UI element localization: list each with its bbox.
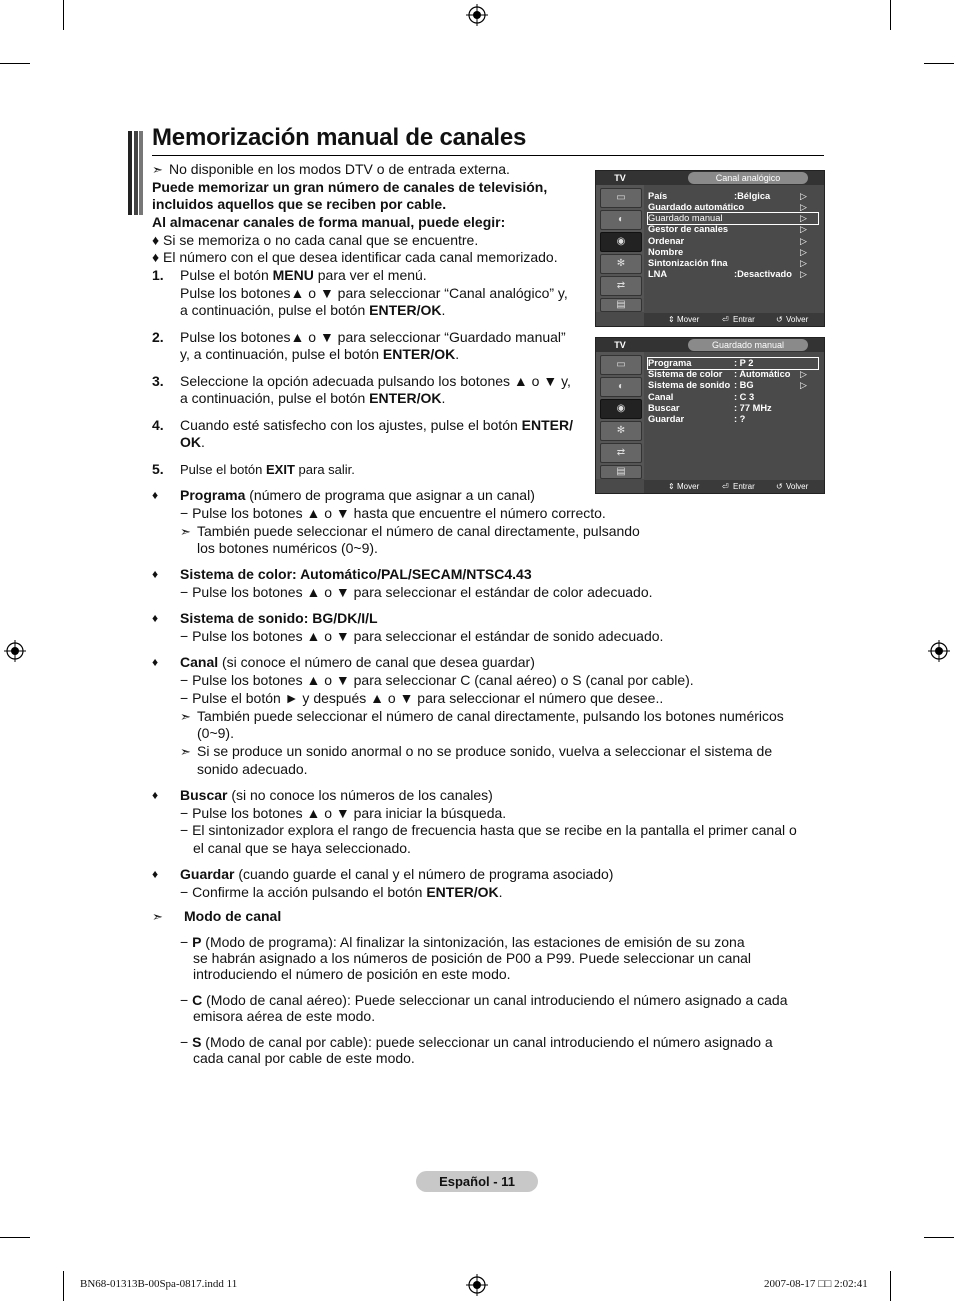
step-4-line-1: Cuando esté satisfecho con los ajustes, pulse el botón ENTER/ bbox=[180, 417, 574, 433]
arrow-right-icon: ▷ bbox=[800, 369, 807, 379]
option-guardar: Guardar (cuando guarde el canal y el número de programa asociado) bbox=[180, 866, 614, 882]
menu-row-guardar[interactable]: Guardar : ? bbox=[648, 414, 746, 424]
menu-row-canal[interactable]: Canal : C 3 bbox=[648, 392, 755, 402]
application-icon[interactable]: ▤ bbox=[600, 465, 642, 479]
option-canal-note-2-cont: sonido adecuado. bbox=[197, 761, 308, 777]
menu-header: Canal analógico bbox=[688, 172, 808, 184]
tv-menu-canal-analogico bbox=[595, 170, 825, 327]
menu-row-buscar[interactable]: Buscar : 77 MHz bbox=[648, 403, 772, 413]
return-icon: ↺ bbox=[776, 482, 783, 491]
move-icon: ⇕ bbox=[668, 482, 675, 491]
step-1-line-2: Pulse los botones▲ o ▼ para seleccionar “Canal analógico” y, bbox=[180, 285, 568, 301]
menu-sidebar bbox=[596, 352, 644, 479]
title-decoration-bar bbox=[128, 131, 143, 215]
option-buscar-desc-2-cont: el canal que se haya seleccionado. bbox=[193, 840, 411, 856]
option-buscar-desc-2: − El sintonizador explora el rango de frecuencia hasta que se recibe en la pantalla el primer canal o bbox=[180, 822, 797, 838]
picture-icon[interactable]: ▭ bbox=[600, 355, 642, 375]
crop-mark bbox=[0, 63, 30, 64]
step-1-line-3: a continuación, pulse el botón ENTER/OK. bbox=[180, 302, 446, 318]
sound-icon[interactable]: ◐ bbox=[600, 210, 642, 230]
option-color: Sistema de color: Automático/PAL/SECAM/NTSC4.43 bbox=[180, 566, 532, 582]
input-icon[interactable]: ⇄ bbox=[600, 443, 642, 463]
option-buscar: Buscar (si no conoce los números de los canales) bbox=[180, 787, 493, 803]
menu-footer: ⇕ Mover ⏎ Entrar ↺ Volver bbox=[644, 480, 824, 493]
imprint-file: BN68-01313B-00Spa-0817.indd 11 bbox=[80, 1278, 238, 1290]
tv-menu-guardado-manual bbox=[595, 337, 825, 494]
option-color-desc: − Pulse los botones ▲ o ▼ para seleccionar el estándar de color adecuado. bbox=[180, 584, 653, 600]
step-number: 2. bbox=[152, 329, 164, 345]
registration-mark-icon bbox=[4, 640, 26, 662]
return-icon: ↺ bbox=[776, 315, 783, 324]
arrow-right-icon: ▷ bbox=[800, 269, 807, 279]
crop-mark bbox=[63, 1271, 64, 1301]
note-arrow-icon: ➣ bbox=[180, 709, 191, 724]
bullet-diamond-icon: ♦ bbox=[152, 788, 159, 802]
intro-bold-3: Al almacenar canales de forma manual, puede elegir: bbox=[152, 214, 506, 230]
menu-footer: ⇕ Mover ⏎ Entrar ↺ Volver bbox=[644, 313, 824, 326]
note-arrow-icon: ➣ bbox=[152, 162, 163, 177]
option-sonido-desc: − Pulse los botones ▲ o ▼ para seleccionar el estándar de sonido adecuado. bbox=[180, 628, 664, 644]
modo-s-line-1: − S (Modo de canal por cable): puede seleccionar un canal introduciendo el número asignado a bbox=[180, 1034, 773, 1050]
modo-p-line-2: se habrán asignado a los números de posición de P00 a P99. Puede seleccionar un canal bbox=[193, 950, 752, 966]
menu-tab-tv: TV bbox=[614, 173, 626, 183]
option-programa: Programa (número de programa que asignar a un canal) bbox=[180, 487, 535, 503]
option-sonido: Sistema de sonido: BG/DK/I/L bbox=[180, 610, 378, 626]
step-number: 3. bbox=[152, 373, 164, 389]
step-1-line-1: Pulse el botón MENU para ver el menú. bbox=[180, 267, 427, 283]
modo-c-line-2: emisora aérea de este modo. bbox=[193, 1008, 376, 1024]
option-programa-desc: − Pulse los botones ▲ o ▼ hasta que encuentre el número correcto. bbox=[180, 505, 606, 521]
step-5-line-1: Pulse el botón EXIT para salir. bbox=[180, 462, 355, 477]
modo-heading: ➣ Modo de canal bbox=[152, 908, 282, 924]
step-3-line-1: Seleccione la opción adecuada pulsando los botones ▲ o ▼ y, bbox=[180, 373, 571, 389]
modo-s-line-2: cada canal por cable de este modo. bbox=[193, 1050, 415, 1066]
menu-tab-tv: TV bbox=[614, 340, 626, 350]
option-canal-desc-1: − Pulse los botones ▲ o ▼ para seleccionar C (canal aéreo) o S (canal por cable). bbox=[180, 672, 694, 688]
modo-p-line-3: introduciendo el número de posición en este modo. bbox=[193, 966, 511, 982]
modo-c-line-1: − C (Modo de canal aéreo): Puede seleccionar un canal introduciendo el número asignado a cada bbox=[180, 992, 788, 1008]
crop-mark bbox=[924, 63, 954, 64]
bullet-diamond-icon: ♦ bbox=[152, 655, 159, 669]
arrow-right-icon: ▷ bbox=[800, 247, 807, 257]
option-canal-note-1: ➣ También puede seleccionar el número de canal directamente, pulsando los botones numéricos bbox=[180, 708, 784, 724]
intro-item-1: ♦ Si se memoriza o no cada canal que se encuentre. bbox=[152, 232, 479, 248]
menu-sidebar bbox=[596, 185, 644, 312]
option-canal-note-1-cont: (0~9). bbox=[197, 725, 234, 741]
menu-row-sistema-sonido[interactable]: Sistema de sonido : BG ▷ bbox=[648, 380, 807, 390]
menu-row-gestor-canales[interactable]: Gestor de canales ▷ bbox=[648, 224, 807, 234]
option-programa-note-cont: los botones numéricos (0~9). bbox=[197, 540, 378, 556]
arrow-right-icon: ▷ bbox=[800, 202, 807, 212]
application-icon[interactable]: ▤ bbox=[600, 298, 642, 312]
menu-tabbar bbox=[596, 171, 824, 185]
bullet-diamond-icon: ♦ bbox=[152, 567, 159, 581]
menu-header: Guardado manual bbox=[688, 339, 808, 351]
arrow-right-icon: ▷ bbox=[800, 236, 807, 246]
menu-row-lna[interactable]: LNA :Desactivado ▷ bbox=[648, 269, 807, 279]
menu-row-programa[interactable]: Programa : P 2 bbox=[648, 358, 818, 369]
title-rule bbox=[152, 155, 824, 156]
modo-p-line-1: − P (Modo de programa): Al finalizar la sintonización, las estaciones de emisión de su zona bbox=[180, 934, 745, 950]
arrow-right-icon: ▷ bbox=[800, 224, 807, 234]
channel-icon[interactable]: ◉ bbox=[600, 232, 642, 252]
setup-icon[interactable]: ✻ bbox=[600, 421, 642, 441]
crop-mark bbox=[63, 0, 64, 30]
registration-mark-icon bbox=[466, 4, 488, 26]
registration-mark-icon bbox=[928, 640, 950, 662]
sound-icon[interactable]: ◐ bbox=[600, 377, 642, 397]
menu-row-sistema-color[interactable]: Sistema de color : Automático ▷ bbox=[648, 369, 807, 379]
input-icon[interactable]: ⇄ bbox=[600, 276, 642, 296]
intro-note: ➣ No disponible en los modos DTV o de entrada externa. bbox=[152, 161, 510, 177]
imprint-date: 2007-08-17 □□ 2:02:41 bbox=[764, 1278, 868, 1290]
crop-mark bbox=[0, 1237, 30, 1238]
arrow-right-icon: ▷ bbox=[800, 191, 807, 201]
menu-row-sintonizacion-fina[interactable]: Sintonización fina ▷ bbox=[648, 258, 807, 268]
option-buscar-desc-1: − Pulse los botones ▲ o ▼ para iniciar la búsqueda. bbox=[180, 805, 507, 821]
step-2-line-1: Pulse los botones▲ o ▼ para seleccionar “Guardado manual” bbox=[180, 329, 566, 345]
channel-icon[interactable]: ◉ bbox=[600, 399, 642, 419]
step-number: 4. bbox=[152, 417, 164, 433]
step-4-line-2: OK. bbox=[180, 434, 205, 450]
option-canal-desc-2: − Pulse el botón ► y después ▲ o ▼ para seleccionar el número que desee.. bbox=[180, 690, 664, 706]
registration-mark-icon bbox=[466, 1274, 488, 1296]
page-title: Memorización manual de canales bbox=[152, 124, 527, 151]
option-canal: Canal (si conoce el número de canal que desea guardar) bbox=[180, 654, 535, 670]
bullet-diamond-icon: ♦ bbox=[152, 611, 159, 625]
arrow-right-icon: ▷ bbox=[800, 380, 807, 390]
move-icon: ⇕ bbox=[668, 315, 675, 324]
menu-row-pais[interactable]: País :Bélgica ▷ bbox=[648, 191, 807, 201]
intro-bold-1: Puede memorizar un gran número de canales de televisión, bbox=[152, 179, 548, 195]
step-3-line-2: a continuación, pulse el botón ENTER/OK. bbox=[180, 390, 446, 406]
menu-tabbar bbox=[596, 338, 824, 352]
crop-mark bbox=[924, 1237, 954, 1238]
option-canal-note-2: ➣ Si se produce un sonido anormal o no se produce sonido, vuelva a seleccionar el sistema de bbox=[180, 743, 773, 759]
enter-icon: ⏎ bbox=[722, 315, 729, 324]
menu-row-guardado-manual[interactable]: Guardado manual ▷ bbox=[648, 213, 818, 224]
setup-icon[interactable]: ✻ bbox=[600, 254, 642, 274]
picture-icon[interactable]: ▭ bbox=[600, 188, 642, 208]
arrow-right-icon: ▷ bbox=[800, 258, 807, 268]
step-2-line-2: y, a continuación, pulse el botón ENTER/OK. bbox=[180, 346, 460, 362]
page-number-badge: Español - 11 bbox=[416, 1171, 538, 1192]
intro-item-2: ♦ El número con el que desea identificar cada canal memorizado. bbox=[152, 249, 558, 265]
intro-bold-2: incluidos aquellos que se reciben por cable. bbox=[152, 196, 447, 212]
crop-mark bbox=[890, 0, 891, 30]
note-arrow-icon: ➣ bbox=[152, 909, 163, 924]
crop-mark bbox=[890, 1271, 891, 1301]
option-programa-note: ➣ También puede seleccionar el número de canal directamente, pulsando bbox=[180, 523, 640, 539]
note-arrow-icon: ➣ bbox=[180, 524, 191, 539]
enter-icon: ⏎ bbox=[722, 482, 729, 491]
menu-row-guardado-automatico[interactable]: Guardado automático ▷ bbox=[648, 202, 807, 212]
bullet-diamond-icon: ♦ bbox=[152, 488, 159, 502]
option-guardar-desc: − Confirme la acción pulsando el botón ENTER/OK. bbox=[180, 884, 503, 900]
menu-row-ordenar[interactable]: Ordenar ▷ bbox=[648, 236, 807, 246]
step-number: 5. bbox=[152, 461, 164, 477]
menu-row-nombre[interactable]: Nombre ▷ bbox=[648, 247, 807, 257]
note-arrow-icon: ➣ bbox=[180, 744, 191, 759]
bullet-diamond-icon: ♦ bbox=[152, 867, 159, 881]
arrow-right-icon: ▷ bbox=[800, 213, 807, 223]
step-number: 1. bbox=[152, 267, 164, 283]
